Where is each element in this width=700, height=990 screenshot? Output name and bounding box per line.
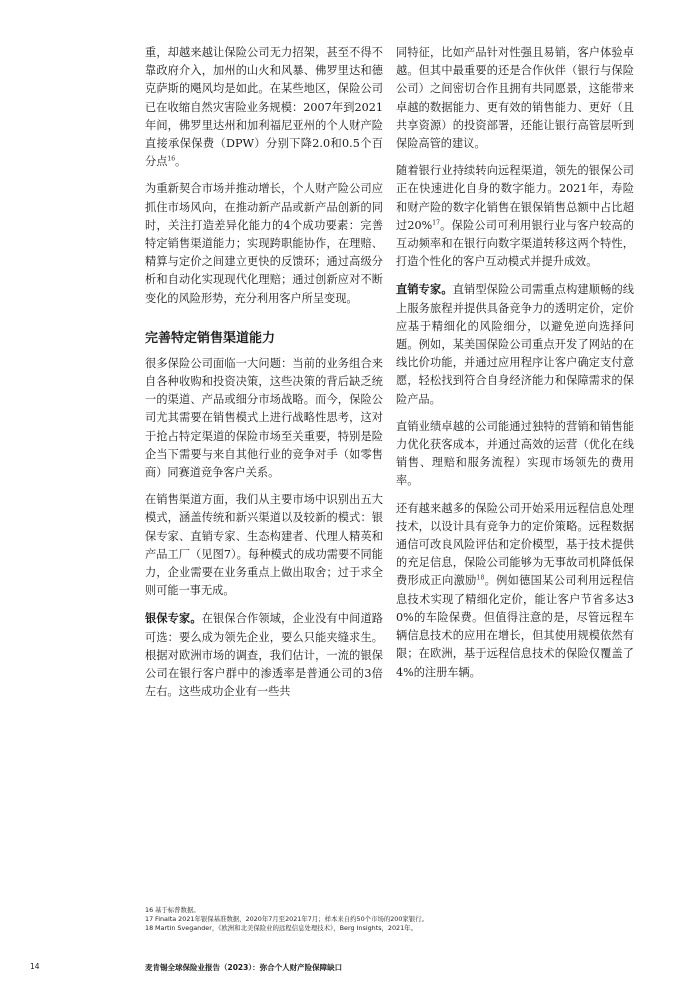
paragraph: 随着银行业持续转向远程渠道，领先的银保公司正在快速进化自身的数字能力。2021年，寿险和财产险的数字化销售在银保销售总额中占比超过20%$^{17}$。保险公司可利用银行业与客户较高的互动频率和在银行向数字渠道转移这两个特性，打造个性化的客户互动模式并提升成效。 bbox=[396, 164, 634, 269]
left-column bbox=[145, 44, 383, 711]
paragraph: 还有越来越多的保险公司开始采用远程信息处理技术，以设计具有竞争力的定价策略。远程数据通信可改良风险评估和定价模型，基于技术提供的充足信息，保险公司能够为无事故司机降低保费形成正向激励$^{18}$。例如德国某公司利用远程信息技术实现了精细化定价，能让客户节省多达30%的车险保费。但值得注意的是，尽管远程车辆信息技术的应用在增长，但其使用规模依然有限；在欧洲，基于远程信息技术的保险仅覆盖了4%的注册车辆。 bbox=[396, 501, 634, 679]
paragraph: 直销专家。直销型保险公司需重点构建顺畅的线上服务旅程并提供具备竞争力的透明定价，定价应基于精细化的风险细分，以避免逆向选择问题。例如，某美国保险公司重点开发了网站的在线比价功能，并通过应用程序让客户确定支付意愿，轻松找到符合自身经济能力和保障需求的保险产品。 bbox=[396, 282, 634, 406]
paragraph: 直销业绩卓越的公司能通过独特的营销和销售能力优化获客成本，并通过高效的运营（优化在线销售、理赔和服务流程）实现市场领先的费用率。 bbox=[396, 419, 634, 488]
paragraph: 为重新契合市场并推动增长，个人财产险公司应抓住市场风向，在推动新产品或新产品创新的同时，关注打造差异化能力的4个成功要素：完善特定销售渠道能力；实现跨职能协作，在理赔、精算与定价之间建立更快的反馈环；通过高级分析和自动化实现现代化理赔；通过创新应对不断变化的风险形势，充分利用客户所呈变现。 bbox=[145, 182, 383, 305]
footnote-ref: 18 bbox=[476, 574, 485, 582]
footnotes bbox=[145, 906, 625, 933]
lead-in: 银保专家。 bbox=[145, 611, 202, 626]
paragraph: 重，却越来越让保险公司无力招架，甚至不得不靠政府介入，加州的山火和风暴、佛罗里达和德克萨斯的飓风均是如此。在某些地区，保险公司已在收缩自然灾害险业务规模：2007年到2021年间，佛罗里达州和加利福尼亚州的个人财产险直接承保保费（DPW）分别下降2.0和0.5个百分点$^{16}$。 bbox=[145, 46, 383, 169]
footnote-ref: 16 bbox=[167, 155, 176, 163]
paragraph: 在销售渠道方面，我们从主要市场中识别出五大模式，涵盖传统和新兴渠道以及较新的模式：银保专家、直销专家、生态构建者、代理人精英和产品工厂（见图7）。每种模式的成功需要不同能力，企业需要在业务重点上做出取舍；过于求全则可能一事无成。 bbox=[145, 493, 383, 598]
footnote: 17 Finalta 2021年银保基准数据，2020年7月至2021年7月；样本来自约50个市场的200家银行。 bbox=[145, 915, 428, 923]
footnote: 18 Martin Svegander，《欧洲和北美保险业的远程信息处理技术》，Berg Insights，2021年。 bbox=[145, 924, 417, 932]
paragraph: 银保专家。在银保合作领域，企业没有中间道路可选：要么成为领先企业，要么只能夹缝求生。根据对欧洲市场的调查，我们估计，一流的银保公司在银行客户群中的渗透率是普通公司的3倍左右。这些成功企业有一些共 bbox=[145, 611, 383, 699]
paragraph: 很多保险公司面临一大问题：当前的业务组合来自各种收购和投资决策，这些决策的背后缺乏统一的渠道、产品或细分市场战略。而今，保险公司尤其需要在销售模式上进行战略性思考，这对于抢占特定渠道的保险市场至关重要，特别是险企当下需要与来自其他行业的竞争对手（如零售商）同赛道竞争客户关系。 bbox=[145, 356, 383, 480]
lead-in: 直销专家。 bbox=[396, 282, 453, 297]
section-heading: 完善特定销售渠道能力 bbox=[145, 330, 276, 346]
right-column bbox=[396, 44, 634, 691]
footnote-ref: 17 bbox=[432, 219, 440, 227]
paragraph: 同特征，比如产品针对性强且易销，客户体验卓越。但其中最重要的还是合作伙伴（银行与保险公司）之间密切合作且拥有共同愿景，这能带来卓越的数据能力、更有效的销售能力、更好（且共享资源）的投资部署，还能让银行高管层听到保险高管的建议。 bbox=[396, 46, 634, 151]
page-number: 14 bbox=[30, 962, 40, 971]
footnote: 16 基于标普数据。 bbox=[145, 906, 200, 914]
report-title: 麦肯锡全球保险业报告（2023）：弥合个人财产险保障缺口 bbox=[145, 963, 343, 972]
